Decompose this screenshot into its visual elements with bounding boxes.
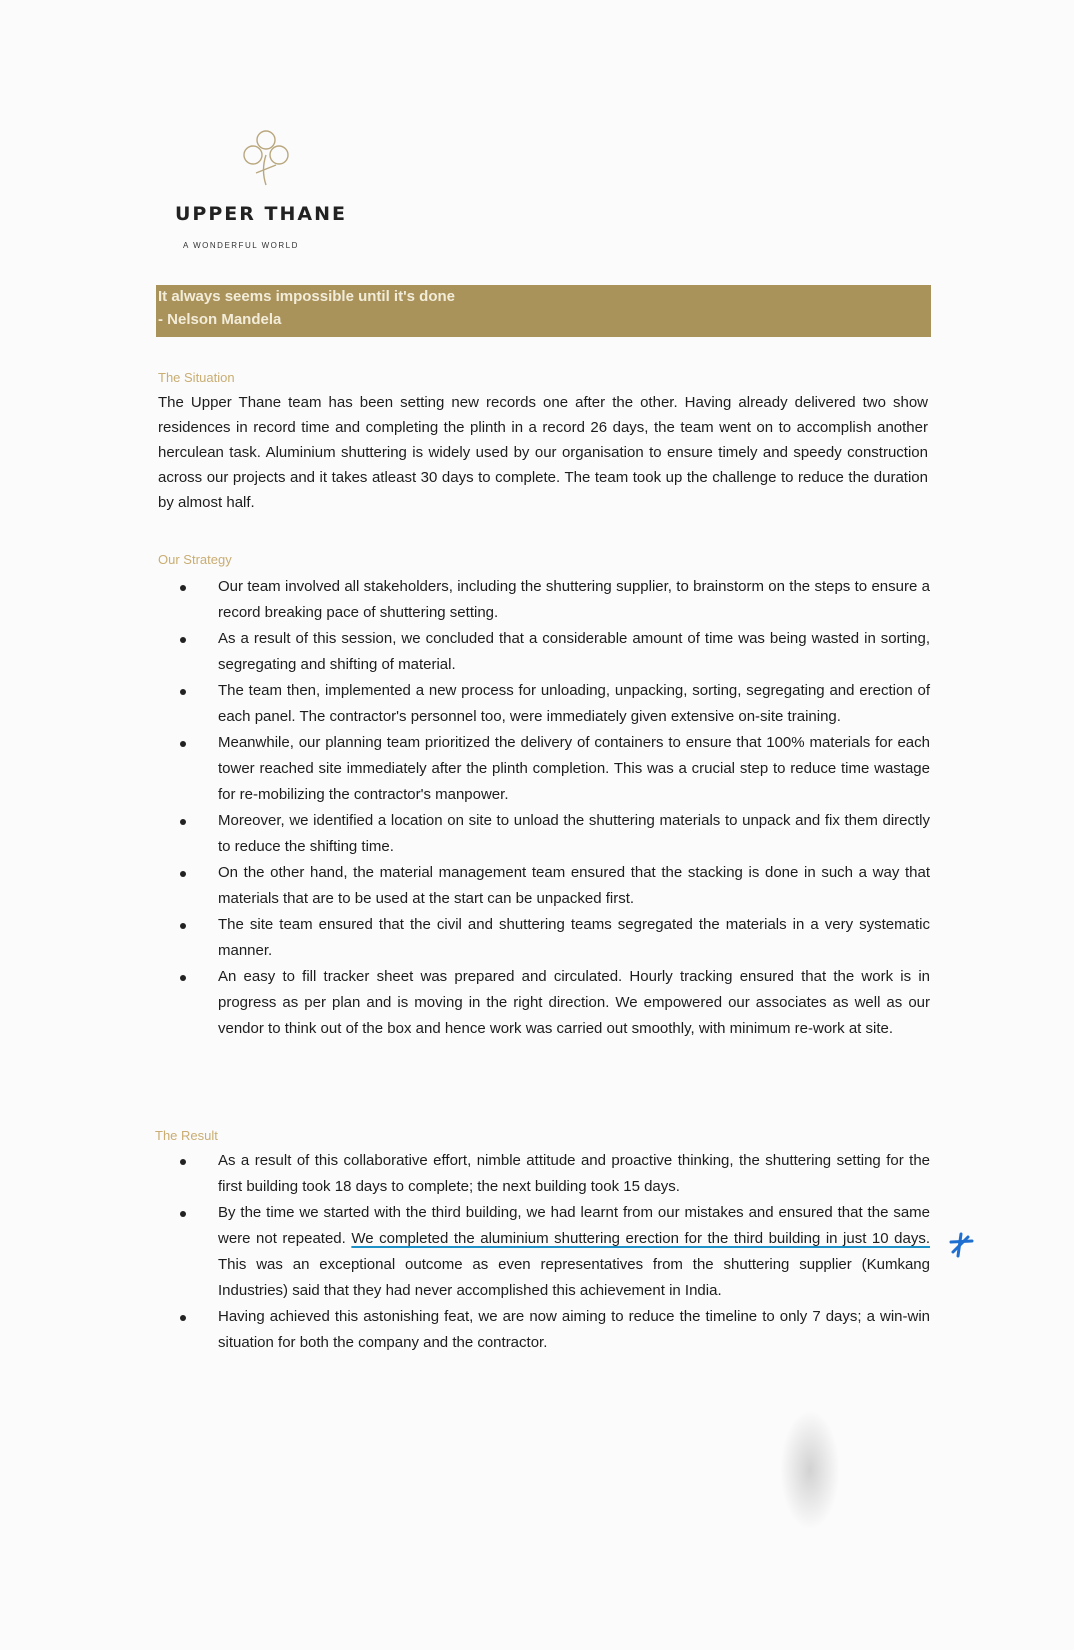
list-item-text: As a result of this collaborative effort, nimble attitude and proactive thinking, the shuttering setting for the first building took 18 days to complete; the next building took 15 days.	[218, 1152, 930, 1195]
underlined-highlight: We completed the aluminium shuttering erection for the third building in just 10 days.	[351, 1230, 930, 1247]
list-item	[180, 860, 930, 912]
quote-banner	[156, 285, 931, 337]
list-item-text: Having achieved this astonishing feat, we are now aiming to reduce the timeline to only 7 days; a win-win situation for both the company and the contractor.	[218, 1308, 930, 1351]
result-list	[180, 1148, 930, 1356]
list-item	[180, 912, 930, 964]
bullet-icon	[180, 637, 186, 643]
list-item-text: Moreover, we identified a location on site to unload the shuttering materials to unpack and fix them directly to reduce the shifting time.	[218, 812, 930, 855]
bullet-icon	[180, 689, 186, 695]
list-item	[180, 964, 930, 1042]
list-item	[180, 1200, 930, 1304]
list-item-text: An easy to fill tracker sheet was prepared and circulated. Hourly tracking ensured that the work is in progress as per plan and is moving in the right direction. We empowered our associates as well as our vendor to think out of the box and hence work was carried out smoothly, with minimum re-work at site.	[218, 968, 930, 1037]
list-item-text: Meanwhile, our planning team prioritized the delivery of containers to ensure that 100% materials for each tower reached site immediately after the plinth completion. This was a crucial step to reduce time wastage for re-mobilizing the contractor's manpower.	[218, 734, 930, 803]
situation-heading: The Situation	[158, 370, 235, 385]
list-item	[180, 1148, 930, 1200]
strategy-heading: Our Strategy	[158, 552, 232, 567]
list-item-text: The site team ensured that the civil and shuttering teams segregated the materials in a very systematic manner.	[218, 916, 930, 959]
quote-author: - Nelson Mandela	[158, 311, 282, 328]
list-item	[180, 1304, 930, 1356]
bullet-icon	[180, 975, 186, 981]
list-item-text: The team then, implemented a new process for unloading, unpacking, sorting, segregating and erection of each panel. The contractor's personnel too, were immediately given extensive on-site training.	[218, 682, 930, 725]
strategy-list	[180, 574, 930, 1042]
list-item	[180, 808, 930, 860]
list-item-text: As a result of this session, we concluded that a considerable amount of time was being wasted in sorting, segregating and shifting of material.	[218, 630, 930, 673]
bullet-icon	[180, 585, 186, 591]
bullet-icon	[180, 1211, 186, 1217]
list-item-text: On the other hand, the material management team ensured that the stacking is done in such a way that materials that are to be used at the start can be unpacked first.	[218, 864, 930, 907]
list-item	[180, 678, 930, 730]
list-item	[180, 730, 930, 808]
list-item-text: This was an exceptional outcome as even representatives from the shuttering supplier (Kumkang Industries) said that they had never accomplished this achievement in India.	[218, 1256, 930, 1299]
brand-tagline: A WONDERFUL WORLD	[183, 241, 299, 250]
list-item-text: By the time we started with the third building, we had learnt from our mistakes and ensured that the same were not repeated.	[218, 1204, 930, 1247]
bullet-icon	[180, 923, 186, 929]
list-item-text: Our team involved all stakeholders, including the shuttering supplier, to brainstorm on the steps to ensure a record breaking pace of shuttering setting.	[218, 578, 930, 621]
clover-logo-icon	[231, 125, 301, 195]
situation-paragraph: The Upper Thane team has been setting new records one after the other. Having already delivered two show residences in record time and completing the plinth in a record 26 days, the team went on to accomplish another herculean task. Aluminium shuttering is widely used by our organisation to ensure timely and speedy construction across our projects and it takes atleast 30 days to complete. The team took up the challenge to reduce the duration by almost half.	[158, 394, 928, 511]
result-heading: The Result	[155, 1128, 218, 1143]
bullet-icon	[180, 741, 186, 747]
bullet-icon	[180, 819, 186, 825]
list-item	[180, 626, 930, 678]
bullet-icon	[180, 1159, 186, 1165]
bullet-icon	[180, 871, 186, 877]
scan-shadow	[780, 1410, 840, 1530]
pen-star-mark-icon	[948, 1232, 974, 1258]
quote-text: It always seems impossible until it's done	[158, 288, 455, 305]
bullet-icon	[180, 1315, 186, 1321]
brand-name: UPPER THANE	[175, 203, 347, 225]
list-item	[180, 574, 930, 626]
logo	[175, 125, 375, 255]
